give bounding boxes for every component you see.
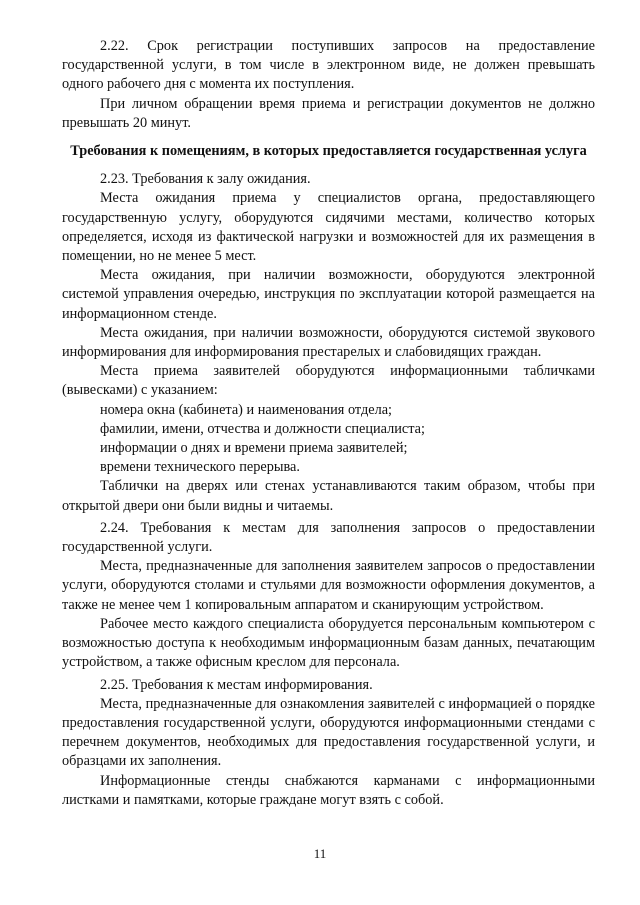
page-content — [62, 37, 595, 810]
paragraph-waiting-seats: Места ожидания приема у специалистов органа, предоставляющего государственную услугу, оборудуются сидячими местами, количество которых определяется, исходя из фактической нагрузки и возможностей для их размещения в помещении, но не менее 5 мест. — [62, 190, 595, 265]
paragraph-workplace: Рабочее место каждого специалиста оборудуется персональным компьютером с возможностью доступа к необходимым информационным базам данных, печатающим устройством, а также офисным креслом для персонала. — [62, 615, 595, 671]
paragraph-sound-system: Места ожидания, при наличии возможности, оборудуются системой звукового информирования для информирования престарелых и слабовидящих граждан. — [62, 324, 595, 361]
paragraph-reception-time: При личном обращении время приема и регистрации документов не должно превышать 20 минут. — [62, 95, 595, 131]
paragraph-queue-system: Места ожидания, при наличии возможности, оборудуются электронной системой управления очередью, инструкция по эксплуатации которой размещается на информационном стенде. — [62, 267, 595, 322]
list-item: фамилии, имени, отчества и должности специалиста; — [100, 420, 425, 437]
section-2-24-title: 2.24. Требования к местам для заполнения запросов о предоставлении государственной услуги. — [62, 519, 595, 556]
paragraph-2-22: 2.22. Срок регистрации поступивших запросов на предоставление государственной услуги, в том числе в электронном виде, не должен превышать одного рабочего дня с момента их поступления. — [62, 38, 595, 93]
list-item: номера окна (кабинета) и наименования отдела; — [100, 401, 393, 418]
paragraph-info-signs: Места приема заявителей оборудуются информационными табличками (вывесками) с указанием: — [62, 363, 595, 399]
paragraph-info-places: Места, предназначенные для ознакомления заявителей с информацией о порядке предоставления государственной услуги, оборудуются информационными стендами с перечнем документов, необходимых для предоставления государственной услуги, и образцами их заполнения. — [62, 695, 595, 770]
list-item: информации о днях и времени приема заявителей; — [100, 440, 408, 457]
section-heading: Требования к помещениям, в которых предоставляется государственная услуга — [70, 143, 587, 160]
list-item: времени технического перерыва. — [100, 459, 300, 476]
paragraph-filling-places: Места, предназначенные для заполнения заявителем запросов о предоставлении услуги, оборудуются столами и стульями для возможности оформления документов, а также не менее чем 1 копировальным аппаратом и сканирующим устройством. — [62, 558, 595, 613]
paragraph-info-stands: Информационные стенды снабжаются карманами с информационными листками и памятками, которые граждане могут взять с собой. — [62, 772, 595, 808]
section-2-25-title: 2.25. Требования к местам информирования. — [100, 676, 373, 693]
section-2-23-title: 2.23. Требования к залу ожидания. — [100, 171, 311, 188]
page-number: 11 — [313, 846, 327, 861]
paragraph-signs-placement: Таблички на дверях или стенах устанавливаются таким образом, чтобы при открытой двери они были видны и читаемы. — [62, 478, 595, 514]
